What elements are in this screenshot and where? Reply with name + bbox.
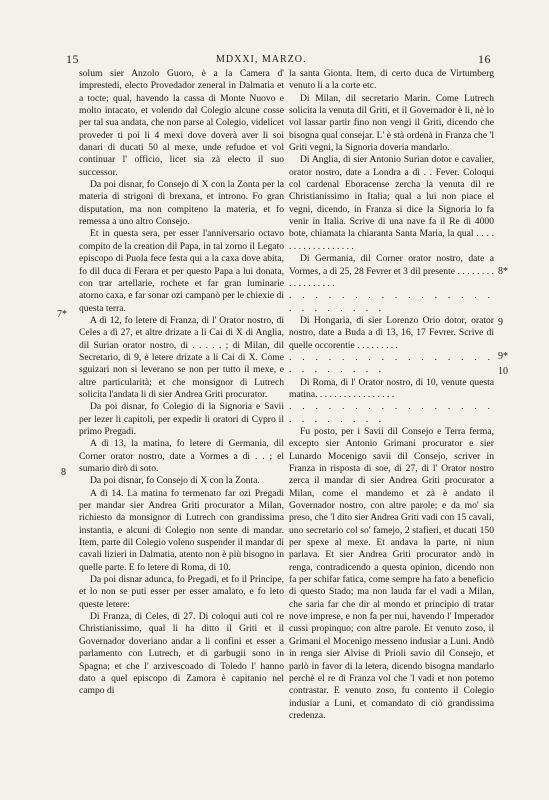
margin-note: 9 (498, 317, 503, 328)
paragraph: la santa Gionta. Item, di certo duca de Virtumberg venuto li a la corte etc. (289, 68, 494, 92)
margin-note: 9* (498, 351, 508, 362)
paragraph: A dì 13, la matina, fo letere di Germania, dil Corner orator nostro, date a Vormes a dì . . ; el sumario dirò di soto. (79, 438, 284, 474)
margin-note: 8* (498, 266, 508, 277)
paragraph: Et in questa sera, per esser l'anniversario octavo compito de la creation dil Papa, in tal zorno il Legato episcopo di Puola fece festa qui a la caxa dove abita, fo dil duca di Ferara et per questo Papa a lui donata, con trar artellarie, rochete et far gran luminarie atorno caxa, e far sonar ozi campanò per le chiexie di questa terra. (79, 228, 284, 314)
dotted-line: . . . . . . . . . . . . . . . . . . . . . . . . (289, 401, 494, 425)
paragraph: Da poi disnar adunca, fo Pregadi, et fo il Principe, et lo non se puti esser per esser amalato, e fo leto queste letere: (79, 574, 284, 610)
page-number-right: 16 (478, 52, 491, 66)
paragraph: Da poi disnar, fo Consejo di X con la Zonta per la materia di strigoni di brexana, et introno. Fo gran disputation, ma non compiteno la materia, et fo remessa a uno altro Consejo. (79, 179, 284, 228)
left-column (79, 68, 284, 698)
paragraph: Di Germania, dil Corner orator nostro, date a Vormes, a dì 25, 28 Fevrer et 3 dil presente . . . . . . . . . . . . . . . . . . (289, 253, 494, 289)
paragraph: Di Milan, dil secretario Marin. Come Lutrech solicita la venuta dil Griti, et il Governador è li, nè lo vol lassar partir fino non vengi il Griti, dicendo che bisogna qual consejar. L' è stà ordenà in Franza che 'l Griti vegni, la Signoria doveria mandarlo. (289, 92, 494, 154)
paragraph: Di Anglia, di sier Antonio Surian dotor e cavalier, orator nostro, date a Londra a dì . . Fever. Coloqui col cardenal Eboracense zercha la venuta dil re Christianissimo in Italia; qual a lui non piace el vegni, dicendo, in Franza si dice la Signoria lo fa venir in Italia. Scrive di una nave fa il Re di 4000 bote, chiamata la chiaranta Santa Maria, la qual . . . . . . . . . . . . . . . . . . (289, 154, 494, 252)
margin-note: 7* (57, 309, 67, 320)
paragraph: Da poi disnar, fo Colegio di la Signoria e Savii per lezer li capitoli, per expedir li oratori di Cypro il primo Pregadi. (79, 401, 284, 437)
paragraph: solum sier Anzolo Guoro, è a la Camera d' imprestedi, electo Provedador zeneral in Dalmatia et a tocte; qual, havendo la cassa di Monte Nuovo e molto intacato, et volendo dal Colegio alcune cosse per tal sua andata, che non parse al Colegio, videlicet proveder ti poi li 4 mexi dove doverà aver li soi danari di ducati 50 al mexe, unde refudoe et vol continuar l' officio, licet sia zà electo il suo successor. (79, 68, 284, 178)
right-column (289, 68, 494, 722)
dotted-line: . . . . . . . . . . . . . . . . . . . . . . . . (289, 290, 494, 314)
running-title: MDXXI, MARZO. (216, 54, 307, 65)
paragraph: Di Franza, di Celes, di 27. Di coloqui auti col re Christianissimo, qual li ha ditto il Griti et il Governador doveriano andar a li confini et esser a parlamento con Lutrech, et di garbugii sono in Spagna; et che l' arzivescoado di Toledo l' hanno dato a quel episcopo di Zamora è capitanio nel campo di (79, 611, 284, 697)
margin-note: 10 (498, 366, 508, 377)
paragraph: A dì 12, fo letere di Franza, di l' Orator nostro, di Celes a dì 27, et altre drizate a li Cai di X di Anglia, dil Surian orator nostro, di . . . . . ; di Milan, dil Secretario, di 9, è letere drizate a li Cai di X. Come sguizari non si leverano se non per tutto il mexe, e altre particularità; et che monsignor di Lutrech solicita l'andata li di sier Andrea Griti procurator. (79, 314, 284, 400)
paragraph: Di Roma, di l' Orator nostro, di 10, venute questa matina. . . . . . . . . . . . . . . . . (289, 376, 494, 400)
paragraph: Fu posto, per i Savii dil Consejo e Terra ferma, excepto sier Antonio Grimani procurator e sier Lunardo Mocenigo savii dil Consejo, scriver in Franza in risposta di soe, di 27, di l' Orator nostro zerca il mandar di sier Andrea Griti procurator a Milan, come el mandemo et zà è andato il Governador nostro, con altre parole; e da mo' sia preso, che 'l dito sier Andrea Griti vadi con 15 cavali, uno secretario col so' famejo, 2 stafieri, et ducati 150 per spexe al mexe. Et andava la parte, nì niun parlava. Et sier Andrea Griti procurator andò in renga, contradicendo a questa opinion, dicendo non fa per schifar fatica, come sempre ha fato a beneficio di questo Stado; ma non lauda far el vadi a Milan, che saria far che dir al mondo et principio di tratar nove imprese, e non fa per nui, havendo l' Imperador cussi propinquo; con altre parole. Et venuto zoso, il Grimani el Mocenigo messeno indusiar a Luni. Andò in renga sier Alvise di Prioli savio dil Consejo, et parlò in favor di la letera, dicendo bisogna mandarlo perchè el re di Franza vol che 'l vadi et non potemo contrastar. E venuto zoso, fu contento il Colegio indusiar a Luni, et comandato di ciò grandissima credenza. (289, 425, 494, 721)
paragraph: Di Hongaria, di sier Lorenzo Orio dotor, orator nostro, date a Buda a dì 13, 16, 17 Fevrer. Scrive di quelle occorentie . . . . . . . . . (289, 314, 494, 351)
margin-note: 8 (61, 467, 66, 478)
page-number-left: 15 (66, 52, 79, 66)
dotted-line: . . . . . . . . . . . . . . . . . . . . . . . . (289, 351, 494, 376)
paragraph: Da poi disnar, fo Consejo di X con la Zonta. (90, 475, 260, 487)
paragraph: A dì 14. La matina fo termenato far ozi Pregadi per mandar sier Andrea Griti procurator a Milan, richiesto da monsignor di Lutrech con grandissima instantia, e alcuni di Colegio non sente di mandar. Item, parte dil Colegio voleno suspender il mandar di cavali lizieri in Dalmatia, atento non è più bisogno in quelle parte. E fo letere di Roma, di 10. (79, 487, 284, 573)
